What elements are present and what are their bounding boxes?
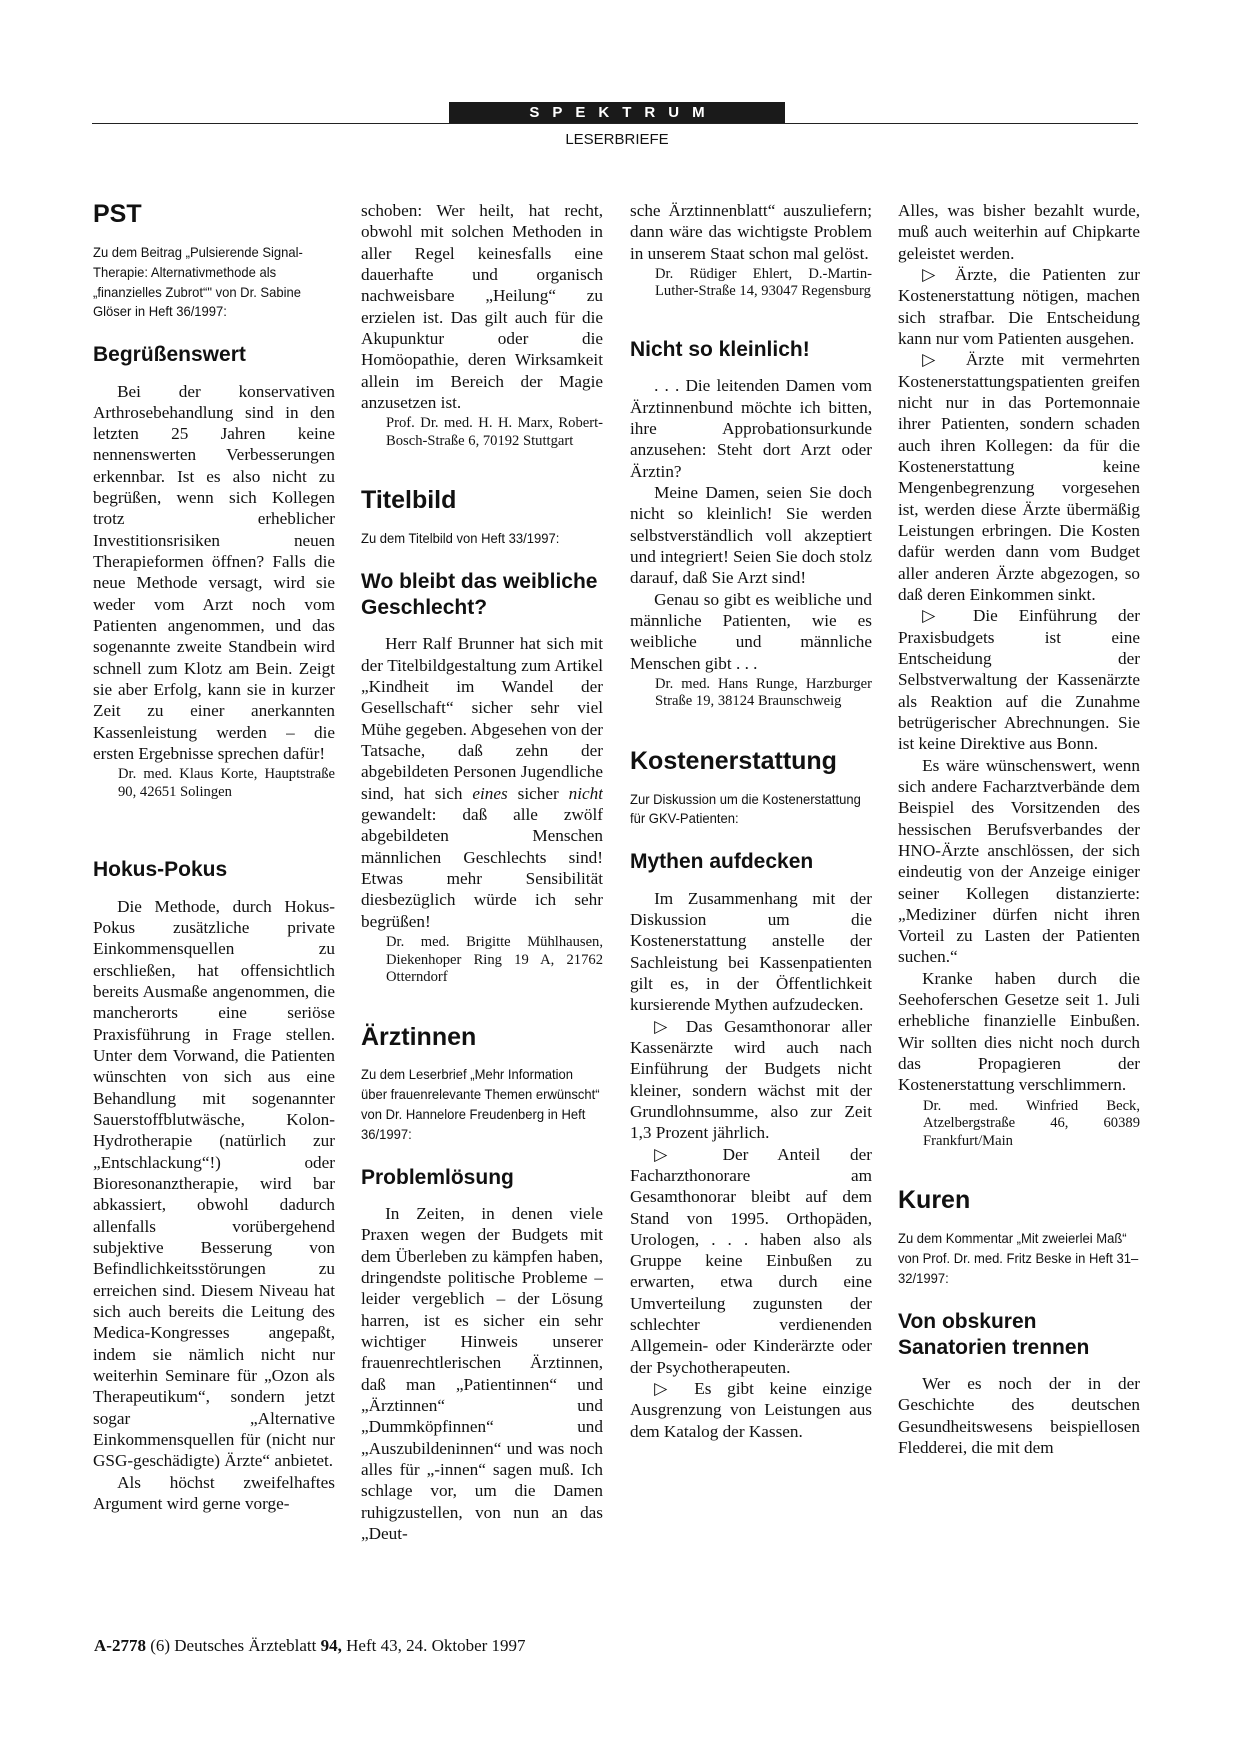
rubric-title: PST — [93, 200, 142, 228]
letter-paragraph: ▷ Das Gesamthonorar aller Kassenärzte wird auch nach Einführung der Budgets nicht kleiner, sondern wächst mit der Grundlohnsumme, also zur Zeit 1,3 Prozent jährlich. — [630, 1016, 872, 1143]
column-4 — [898, 200, 1140, 1590]
letter-paragraph: sche Ärztinnenblatt“ auszuliefern; dann wäre das wichtigste Problem in unserem Staat schon mal gelöst. — [630, 201, 872, 263]
letter-paragraph: Als höchst zweifelhaftes Argument wird gerne vorge- — [93, 1472, 335, 1513]
letter-headline: Begrüßenswert — [93, 343, 246, 367]
letter-signature: Prof. Dr. med. H. H. Marx, Robert-Bosch-Straße 6, 70192 Stuttgart — [386, 415, 603, 449]
page-footer — [94, 1636, 526, 1656]
rubric-title: Ärztinnen — [361, 1022, 477, 1051]
letter-headline: Mythen aufdecken — [630, 850, 814, 874]
rubric-title: Kuren — [898, 1186, 971, 1215]
letter-paragraph: Kranke haben durch die Seehoferschen Gesetze seit 1. Juli erhebliche finanzielle Einbußen. Wir sollten dies nicht noch durch das Propagieren der Kostenerstattung verschlimmern. — [898, 968, 1140, 1095]
letter-headline: Nicht so kleinlich! — [630, 337, 810, 361]
letter-paragraph: schoben: Wer heilt, hat recht, obwohl mit solchen Methoden in aller Regel keinesfalls eine dauerhafte und organisch nachweisbare „Heilung“ zu erzielen ist. Das gilt auch für die Akupunktur oder die Homöopathie, deren Wirksamkeit allein im Bereich der Magie anzusetzen ist. — [361, 201, 603, 412]
letter-headline: Hokus-Pokus — [93, 858, 228, 882]
letter-paragraph: Meine Damen, seien Sie doch nicht so kleinlich! Sie werden selbstverständlich voll akzeptiert und integriert! Seien Sie doch stolz darauf, daß Sie Arzt sind! — [630, 482, 872, 588]
letter-paragraph: Genau so gibt es weibliche und männliche Patienten, wie es weibliche und männliche Menschen gibt . . . — [630, 589, 872, 673]
footer-issue: Heft 43, 24. Oktober 1997 — [341, 1636, 526, 1655]
letter-paragraph: Im Zusammenhang mit der Diskussion um die Kostenerstattung anstelle der Sachleistung bei Kassenpatienten gilt es, in der Öffentlichkeit kursierende Mythen aufzudecken. — [630, 888, 872, 1015]
page-number: A-2778 — [94, 1636, 146, 1655]
letter-paragraph: ▷ Es gibt keine einzige Ausgrenzung von Leistungen aus dem Katalog der Kassen. — [630, 1379, 872, 1441]
letter-paragraph: Herr Ralf Brunner hat sich mit der Titelbildgestaltung zum Artikel „Kindheit im Wandel der Gesellschaft“ sicher sehr viel Mühe gegeben. Abgesehen von der Tatsache, daß zehn der abgebildeten Personen Jugendliche sind, hat sich eines sicher nicht gewandelt: daß alle zwölf abgebildeten Menschen männlichen Geschlechts sind! Etwas mehr Sensibilität diesbezüglich würde ich sehr begrüßen! — [361, 634, 603, 931]
letter-paragraph: Wer es noch der in der Geschichte des deutschen Gesundheitswesens beispiellosen Fledderei, die mit dem — [898, 1374, 1140, 1458]
letter-paragraph: Die Methode, durch Hokus-Pokus zusätzliche private Einkommensquellen zu erschließen, hat offensichtlich bereits Ausmaße angenommen, die mancherorts eine seriöse Praxisführung in Frage stellen. Unter dem Vorwand, die Patienten wünschten von sich aus eine Behandlung mit sogenannter Sauerstoffblutwäsche, Kolon-Hydrotherapie (natürlich zur „Entschlackung“!) oder Bioresonanztherapie, wird bar abkassiert, obwohl dadurch allenfalls vorübergehend subjektive Besserung von Befindlichkeitsstörungen zu erreichen sind. Diesem Niveau hat sich auch bereits die Leitung des Medica-Kongresses angepaßt, indem sie nämlich nicht nur weiterhin Seminare für „Ozon als Therapeutikum“, sondern jetzt sogar „Alternative Einkommensquellen für (nicht nur GSG-geschädigte) Ärzte“ anbietet. — [93, 896, 335, 1471]
section-label: SPEKTRUM — [449, 102, 785, 123]
header-rule — [92, 123, 1138, 124]
letter-headline: Von obskuren Sanatorien trennen — [898, 1309, 1090, 1359]
letter-signature: Dr. med. Hans Runge, Harzburger Straße 19, 38124 Braunschweig — [655, 675, 872, 710]
rubric-intro: Zu dem Kommentar „Mit zweierlei Maß“ von Prof. Dr. med. Fritz Beske in Heft 31–32/1997: — [898, 1230, 1139, 1286]
letter-signature: Dr. med. Winfried Beck, Atzelbergstraße 46, 60389 Frankfurt/Main — [923, 1097, 1140, 1149]
subsection-label: LESERBRIEFE — [565, 131, 669, 148]
letter-paragraph: In Zeiten, in denen viele Praxen wegen der Budgets mit dem Überleben zu kämpfen haben, dringendste politische Probleme – leider vergeblich – der Lösung harren, ist es sicher ein sehr wichtiger Hinweis unserer frauenrechtlerischen Ärztinnen, daß man „Patientinnen“ und „Ärztinnen“ und „Dummköpfinnen“ und „Auszubildeninnen“ und was noch alles für „-innen“ sagen muß. Ich schlage vor, um die Damen ruhigzustellen, von nun an das „Deut- — [361, 1204, 603, 1543]
letter-paragraph: ▷ Ärzte, die Patienten zur Kostenerstattung nötigen, machen sich strafbar. Die Entscheidung kann nur vom Patienten ausgehen. — [898, 264, 1140, 348]
letter-paragraph: Es wäre wünschenswert, wenn sich andere Facharztverbände dem Beispiel des Vorsitzenden des hessischen Berufsverbandes der HNO-Ärzte anschlössen, der sich eindeutig von der Anzeige einiger seiner Kollegen distanzierte: „Mediziner dürfen nicht ihren Vorteil zu Lasten der Patienten suchen.“ — [898, 755, 1140, 967]
letter-paragraph: ▷ Ärzte mit vermehrten Kostenerstattungspatienten greifen nicht nur in das Portemonnaie ihrer Patienten, sondern schaden auch ihren Kollegen: da für die Kostenerstattung keine Mengenbegrenzung vorgesehen ist, werden diese Ärzte übermäßig Leistungen erbringen. Die Kosten dafür werden dann vom Budget aller anderen Ärzte abgezogen, so daß deren Einkommen sinkt. — [898, 350, 1140, 604]
rubric-intro: Zu dem Beitrag „Pulsierende Signal-Therapie: Alternativmethode als „finanzielles Zubrot“" von Dr. Sabine Glöser in Heft 36/1997: — [93, 243, 303, 320]
letter-paragraph: Bei der konservativen Arthrosebehandlung sind in den letzten 25 Jahren keine nennenswerten Verbesserungen erkennbar. Ist es also nicht zu begrüßen, wenn sich Kollegen trotz erheblicher Investitionsrisiken neuen Therapieformen öffnen? Falls die neue Methode versagt, wird sie weder vom Arzt noch vom Patienten angenommen, und das sogenannte zweite Standbein wird schnell zum Klotz am Bein. Zeigt sie aber Erfolg, kann sie in kurzer Zeit zu einer anerkannten Kassenleistung werden – die ersten Ergebnisse sprechen dafür! — [93, 381, 335, 764]
letter-headline: Problemlösung — [361, 1165, 514, 1189]
rubric-title: Titelbild — [361, 486, 457, 515]
column-3 — [630, 200, 872, 1590]
column-2 — [361, 200, 603, 1590]
letter-signature: Dr. med. Brigitte Mühlhausen, Diekenhoper Ring 19 A, 21762 Otterndorf — [386, 934, 603, 985]
rubric-intro: Zu dem Leserbrief „Mehr Information über frauenrelevante Themen erwünscht“ von Dr. Hannelore Freudenberg in Heft 36/1997: — [361, 1066, 600, 1142]
letter-paragraph: ▷ Der Anteil der Facharzthonorare am Gesamthonorar bleibt auf dem Stand von 1995. Orthopäden, Urologen, . . . haben also als Gruppe keine Einbußen zu erwarten, etwa durch eine Umverteilung zugunsten der schlechter verdienenden Allgemein- oder Kinderärzte oder der Psychotherapeuten. — [630, 1144, 872, 1377]
footer-volume: 94, — [320, 1636, 342, 1655]
rubric-intro: Zur Diskussion um die Kostenerstattung für GKV-Patienten: — [630, 790, 861, 827]
letter-paragraph: . . . Die leitenden Damen vom Ärztinnenbund möchte ich bitten, ihre Approbationsurkunde anzusehen: Steht dort Arzt oder Ärztin? — [630, 376, 872, 481]
rubric-title: Kostenerstattung — [630, 746, 837, 775]
rubric-intro: Zu dem Titelbild von Heft 33/1997: — [361, 530, 560, 547]
letter-signature: Dr. Rüdiger Ehlert, D.-Martin-Luther-Straße 14, 93047 Regensburg — [655, 265, 872, 300]
letter-signature: Dr. med. Klaus Korte, Hauptstraße 90, 42651 Solingen — [118, 766, 335, 800]
column-1 — [93, 200, 335, 1590]
letter-headline: Wo bleibt das weibliche Geschlecht? — [361, 569, 598, 620]
footer-journal: (6) Deutsches Ärzteblatt — [150, 1636, 321, 1655]
letter-paragraph: ▷ Die Einführung der Praxisbudgets ist eine Entscheidung der Selbstverwaltung der Kassenärzte als Reaktion auf die Zunahme betrügerischer Abrechnungen. Sie ist keine Direktive aus Bonn. — [898, 606, 1140, 754]
letter-paragraph: Alles, was bisher bezahlt wurde, muß auch weiterhin auf Chipkarte geleistet werden. — [898, 201, 1140, 263]
